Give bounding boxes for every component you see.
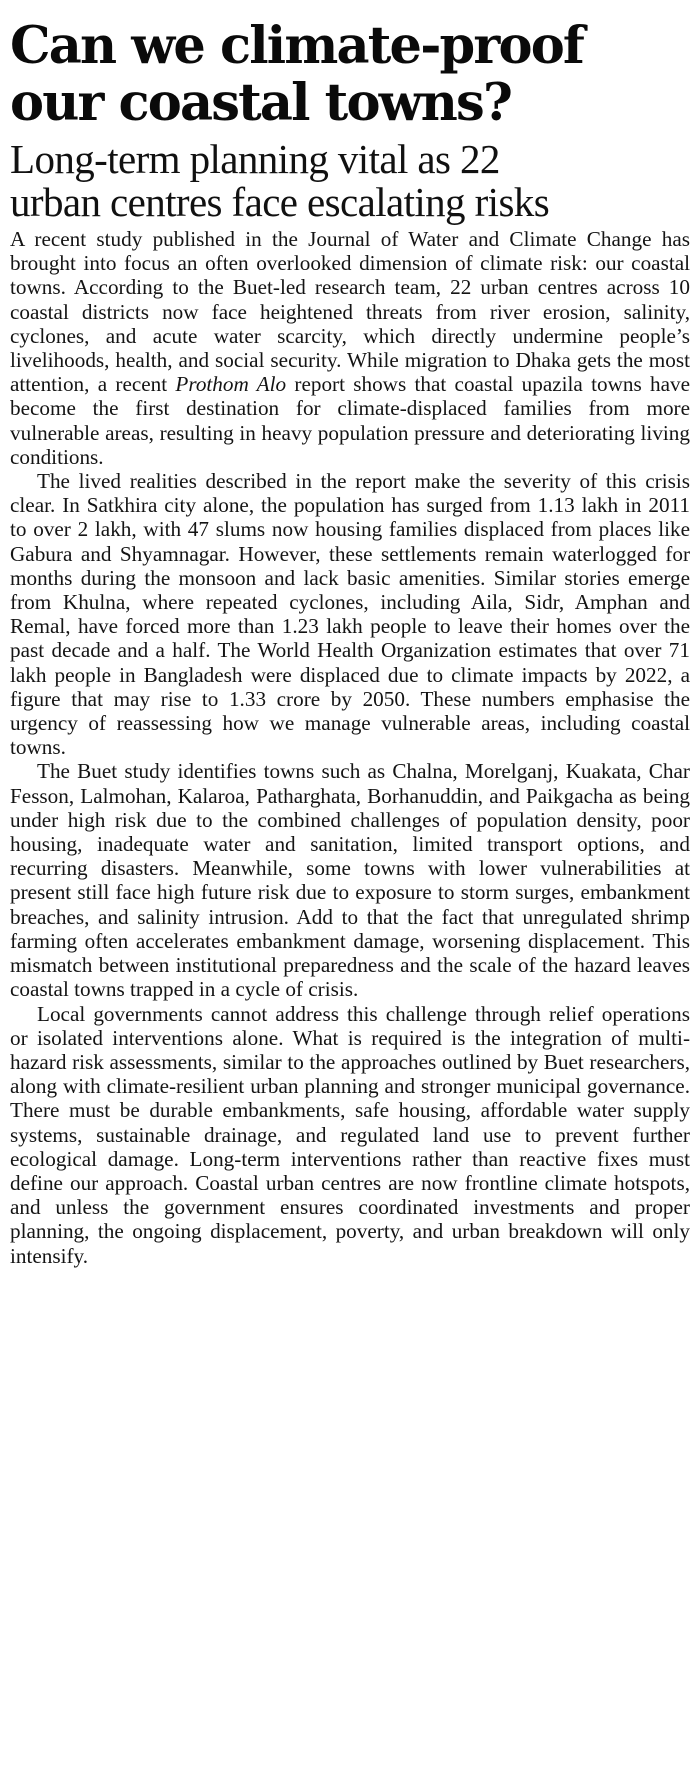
headline-line-1: Can we climate-proof [10, 16, 584, 76]
headline [10, 18, 690, 132]
body-paragraph-3: The Buet study identifies towns such as Chalna, Morelganj, Kuakata, Char Fesson, Lalmohan, Kalaroa, Patharghata, Borhanuddin, and Paikgacha as being under high risk due to the combined challenges of population density, poor housing, inadequate water and sanitation, limited transport options, and recurring disasters. Meanwhile, some towns with lower vulnerabilities at present still face high future risk due to exposure to storm surges, embankment breaches, and salinity intrusion. Add to that the fact that unregulated shrimp farming often accelerates embankment damage, worsening displacement. This mismatch between institutional preparedness and the scale of the hazard leaves coastal towns trapped in a cycle of crisis. [10, 759, 690, 1002]
subheadline-line-1: Long-term planning vital as 22 [10, 136, 500, 182]
subheadline-line-2: urban centres face escalating risks [10, 179, 550, 225]
body-paragraph-2: The lived realities described in the report make the severity of this crisis clear. In Satkhira city alone, the population has surged from 1.13 lakh in 2011 to over 2 lakh, with 47 slums now housing families displaced from places like Gabura and Shyamnagar. However, these settlements remain waterlogged for months during the monsoon and lack basic amenities. Similar stories emerge from Khulna, where repeated cyclones, including Aila, Sidr, Amphan and Remal, have forced more than 1.23 lakh people to leave their homes over the past decade and a half. The World Health Organization estimates that over 71 lakh people in Bangladesh were displaced due to climate impacts by 2022, a figure that may rise to 1.33 crore by 2050. These numbers emphasise the urgency of reassessing how we manage vulnerable areas, including coastal towns. [10, 469, 690, 760]
body-paragraph-1 [10, 227, 690, 469]
paragraph-1-text-after-italic: report shows that coastal upazila towns have become the first destination for climate-displaced families from more vulnerable areas, resulting in heavy population pressure and deteriorating living conditions. [10, 372, 690, 469]
headline-line-2: our coastal towns? [10, 73, 512, 133]
body-paragraph-4: Local governments cannot address this challenge through relief operations or isolated interventions alone. What is required is the integration of multi-hazard risk assessments, similar to the approaches outlined by Buet researchers, along with climate-resilient urban planning and stronger municipal governance. There must be durable embankments, safe housing, affordable water supply systems, sustainable drainage, and regulated land use to prevent further ecological damage. Long-term interventions rather than reactive fixes must define our approach. Coastal urban centres are now frontline climate hotspots, and unless the government ensures coordinated investments and proper planning, the ongoing displacement, poverty, and urban breakdown will only intensify. [10, 1001, 690, 1268]
subheadline [10, 138, 690, 224]
newspaper-name: Prothom Alo [175, 372, 287, 397]
paragraph-1-text-before-italic: A recent study published in the Journal of Water and Climate Change has brought into focus an often overlooked dimension of climate risk: our coastal towns. According to the Buet-led research team, 22 urban centres across 10 coastal districts now face heightened threats from river erosion, salinity, cyclones, and acute water scarcity, which directly undermine people’s livelihoods, health, and social security. While migration to Dhaka gets the most attention, a recent [10, 227, 690, 397]
